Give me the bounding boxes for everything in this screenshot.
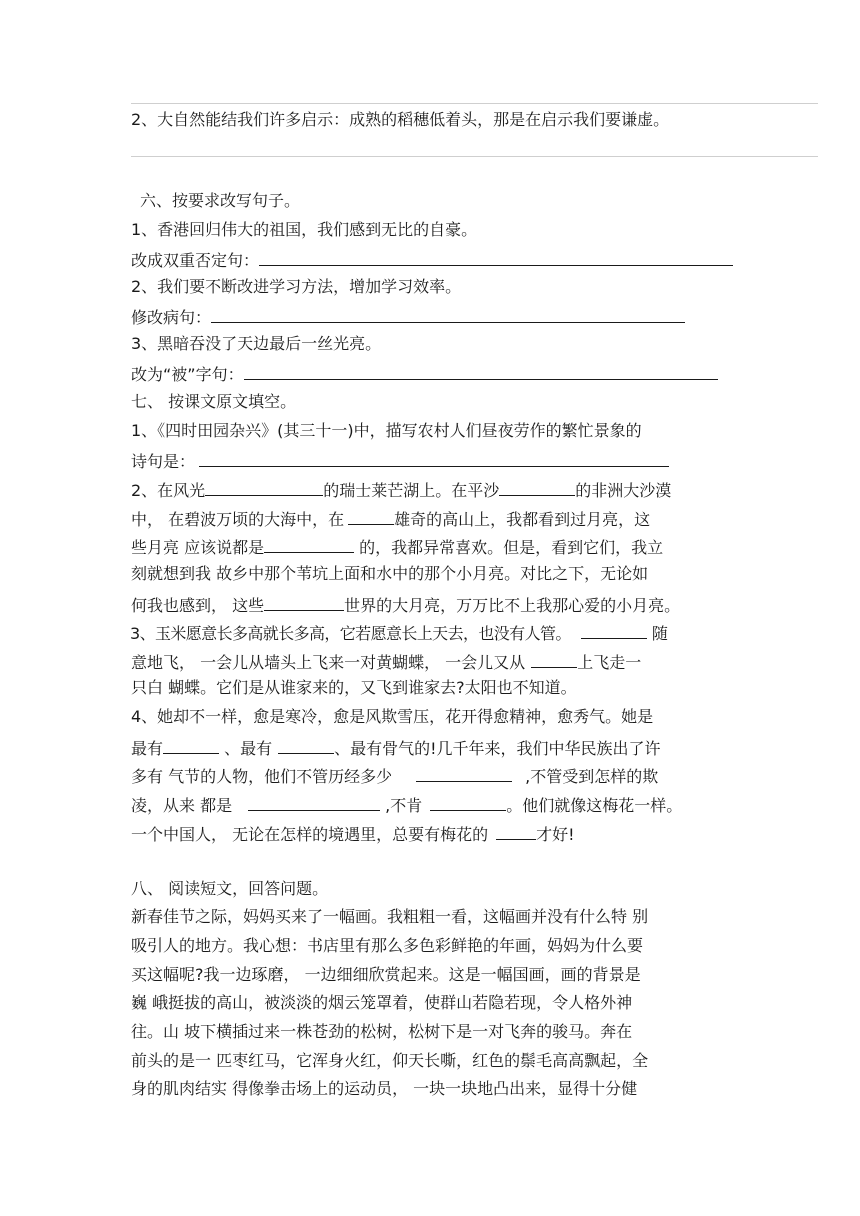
passage-line: 买这幅呢?我一边琢磨， 一边细细欣赏起来。这是一幅国画，画的背景是: [131, 965, 641, 984]
s7-q4-line3: [131, 764, 658, 787]
answer-blank[interactable]: [211, 305, 685, 323]
s7-q1-line1: 1、《四时田园杂兴》(其三十一)中，描写农村人们昼夜劳作的繁忙景象的: [131, 421, 642, 440]
s7-q2-line4: 刻就想到我 故乡中那个苇坑上面和水中的那个小月亮。对比之下，无论如: [131, 564, 649, 583]
s7-q2-line1: [131, 478, 671, 501]
text: 世界的大月亮，万万比不上我那心爱的小月亮。: [344, 596, 681, 615]
text: 意地飞， 一会儿从墙头上飞来一对黄蝴蝶， 一会儿又从: [131, 653, 526, 672]
divider: [131, 103, 818, 104]
section-6-heading: 六、按要求改写句子。: [140, 191, 301, 210]
s6-question-3: 3、黑暗吞没了天边最后一丝光亮。: [131, 334, 382, 353]
fill-blank[interactable]: [199, 449, 669, 467]
text: 些月亮 应该说都是: [131, 538, 265, 557]
answer-prompt: 改为“被”字句：: [131, 365, 244, 384]
fill-blank[interactable]: [531, 650, 577, 668]
fill-blank[interactable]: [264, 593, 344, 611]
section-7-heading: 七、 按课文原文填空。: [131, 392, 297, 411]
text: 。他们就像这梅花一样。: [506, 796, 683, 815]
fill-blank[interactable]: [348, 507, 394, 525]
s6-question-2: 2、我们要不断改进学习方法，增加学习效率。: [131, 277, 462, 296]
s6-answer-1: [131, 248, 733, 271]
text: 的，我都异常喜欢。但是，看到它们，我立: [354, 538, 664, 557]
s7-q4-line2: [131, 736, 661, 759]
s7-q2-line3: [131, 535, 663, 558]
s7-q2-line5: [131, 593, 680, 616]
section-8-heading: 八、 阅读短文，回答问题。: [131, 879, 329, 898]
passage-line: 前头的是一 匹枣红马，它浑身火红，仰天长嘶，红色的鬃毛高高飘起，全: [131, 1051, 649, 1070]
passage-line: 吸引人的地方。我心想：书店里有那么多色彩鲜艳的年画，妈妈为什么要: [131, 936, 644, 955]
text: 的瑞士莱芒湖上。在平沙: [323, 481, 500, 500]
fill-blank[interactable]: [581, 621, 647, 639]
fill-blank[interactable]: [205, 478, 323, 496]
statement-2: 2、大自然能结我们许多启示：成熟的稻穗低着头，那是在启示我们要谦虚。: [131, 110, 670, 129]
fill-blank[interactable]: [499, 478, 575, 496]
text: 、最有骨气的!几千年来，我们中华民族出了许: [334, 739, 661, 758]
passage-line: 身的肌肉结实 得像拳击场上的运动员， 一块一块地凸出来，显得十分健: [131, 1079, 638, 1098]
answer-blank[interactable]: [259, 248, 733, 266]
answer-prompt: 修改病句：: [131, 308, 212, 327]
text: 最有: [131, 739, 164, 758]
fill-blank[interactable]: [278, 736, 334, 754]
s7-q3-line1: [130, 621, 668, 644]
s7-q3-line2: [131, 650, 641, 673]
fill-blank[interactable]: [264, 535, 354, 553]
fill-blank[interactable]: [496, 822, 536, 840]
answer-blank[interactable]: [244, 362, 718, 380]
s7-q4-line1: 4、她却不一样，愈是寒冷，愈是风欺雪压，花开得愈精神，愈秀气。她是: [131, 707, 654, 726]
text: 随: [646, 624, 668, 643]
fill-blank[interactable]: [163, 736, 219, 754]
text: 中， 在碧波万顷的大海中，在: [131, 510, 345, 529]
text: 一个中国人， 无论在怎样的境遇里，总要有梅花的: [131, 825, 489, 844]
fill-blank[interactable]: [248, 793, 380, 811]
text: 凌，从来 都是: [131, 796, 233, 815]
passage-line: 往。山 坡下横插过来一株苍劲的松树，松树下是一对飞奔的骏马。奔在: [131, 1022, 633, 1041]
text: ,不肯: [380, 796, 423, 815]
passage-line: 巍 峨挺拔的高山，被淡淡的烟云笼罩着，使群山若隐若现，令人格外神: [131, 993, 633, 1012]
divider: [131, 156, 818, 157]
s7-q3-line3: 只白 蝴蝶。它们是从谁家来的，又飞到谁家去?太阳也不知道。: [131, 678, 577, 697]
text: 诗句是：: [131, 452, 196, 471]
s7-q1-line2: [131, 449, 669, 472]
text: 的非洲大沙漠: [575, 481, 672, 500]
text: 才好!: [536, 825, 575, 844]
s6-answer-3: [131, 362, 718, 385]
text: 何我也感到， 这些: [131, 596, 265, 615]
s7-q2-line2: [131, 507, 650, 530]
text: 多有 气节的人物，他们不管历经多少: [131, 767, 393, 786]
s6-answer-2: [131, 305, 685, 328]
text: ,不管受到怎样的欺: [520, 767, 659, 786]
s7-q4-line5: [131, 822, 575, 845]
fill-blank[interactable]: [430, 793, 506, 811]
answer-prompt: 改成双重否定句：: [131, 251, 260, 270]
text: 上飞走一: [577, 653, 642, 672]
text: 雄奇的高山上，我都看到过月亮，这: [394, 510, 651, 529]
text: 、最有: [219, 739, 273, 758]
text: 3、玉米愿意长多高就长多高，它若愿意长上天去，也没有人管。: [130, 624, 571, 643]
s7-q4-line4: [131, 793, 682, 816]
passage-line: 新春佳节之际，妈妈买来了一幅画。我粗粗一看，这幅画并没有什么特 别: [131, 907, 649, 926]
fill-blank[interactable]: [416, 764, 512, 782]
text: 2、在风光: [131, 481, 206, 500]
s6-question-1: 1、香港回归伟大的祖国，我们感到无比的自豪。: [131, 220, 478, 239]
